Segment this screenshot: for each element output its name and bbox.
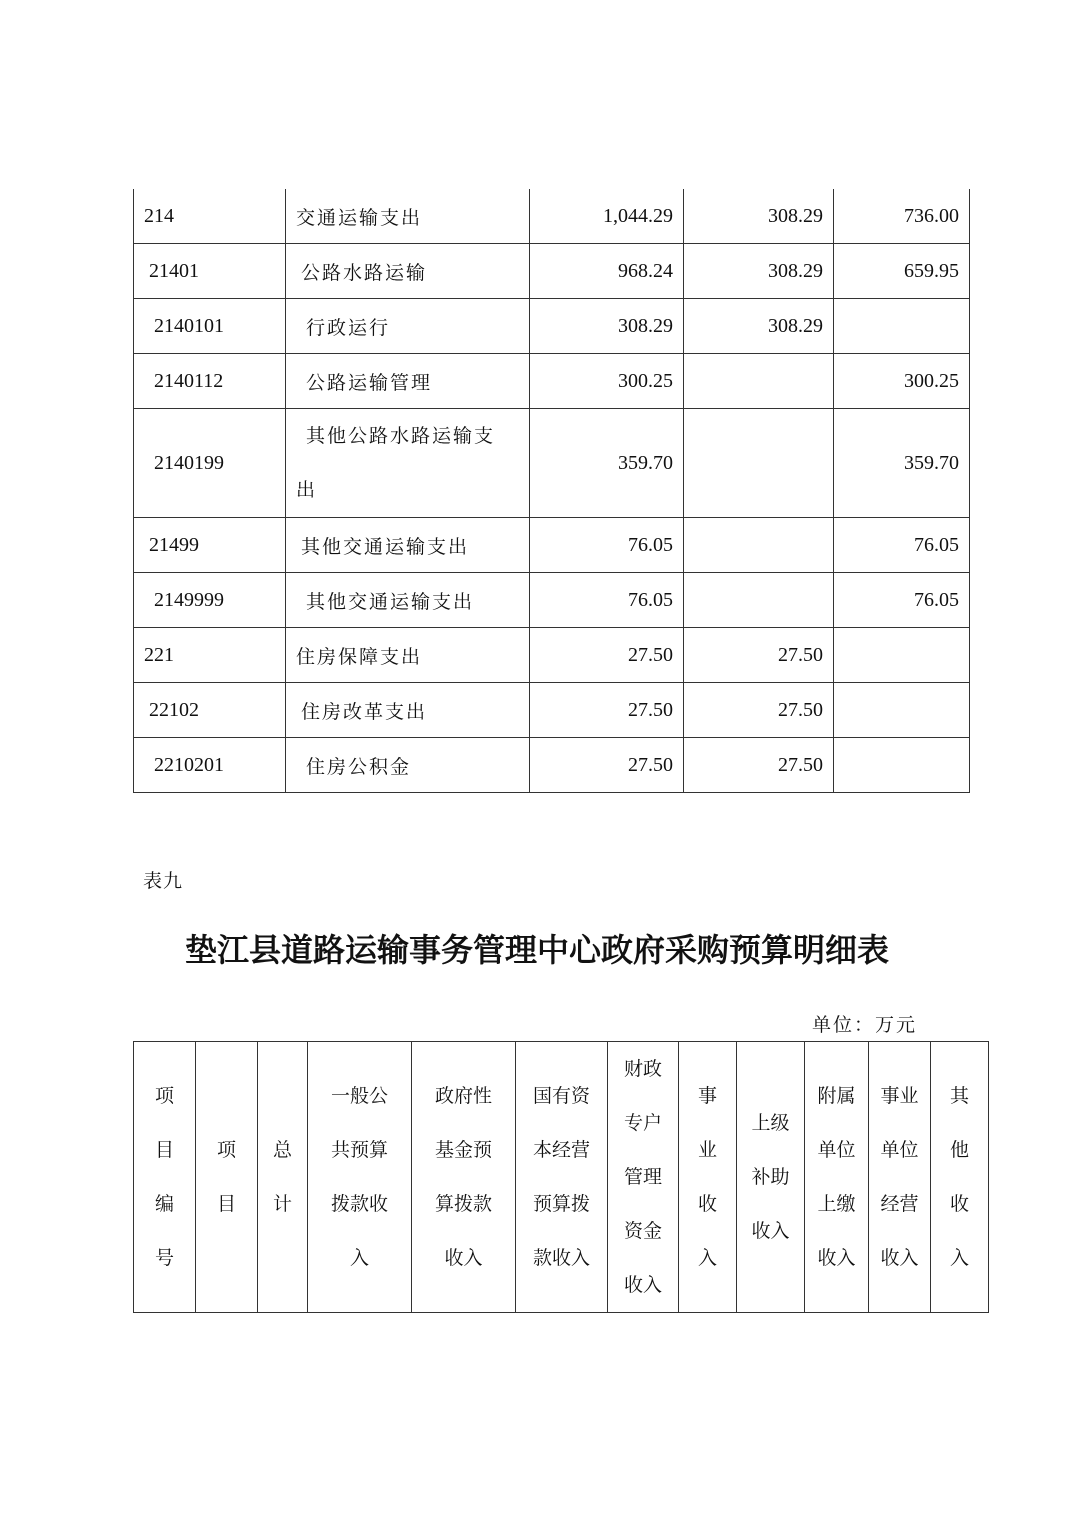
row-project xyxy=(834,299,970,354)
row-name: 住房公积金 xyxy=(286,738,530,793)
header-text-line: 编 xyxy=(154,1193,174,1215)
header-text-line: 其 xyxy=(949,1085,969,1107)
table-row xyxy=(134,628,970,683)
header-text-line: 事 xyxy=(697,1085,717,1107)
row-project xyxy=(834,683,970,738)
header-total xyxy=(258,1042,308,1313)
row-total: 1,044.29 xyxy=(530,189,684,244)
row-code: 22102 xyxy=(134,683,286,738)
row-code: 2149999 xyxy=(134,573,286,628)
row-basic: 308.29 xyxy=(684,244,834,299)
row-total: 300.25 xyxy=(530,354,684,409)
header-text-line: 资金 xyxy=(623,1220,662,1242)
header-text-line: 收入 xyxy=(751,1220,790,1242)
row-total: 359.70 xyxy=(530,409,684,518)
row-total: 76.05 xyxy=(530,573,684,628)
row-name-line2: 出 xyxy=(296,479,318,501)
row-project: 76.05 xyxy=(834,573,970,628)
row-project xyxy=(834,628,970,683)
header-text-line: 业 xyxy=(697,1139,717,1161)
header-text-line: 预算拨 xyxy=(532,1193,590,1215)
header-text-line: 入 xyxy=(949,1247,969,1269)
header-text-line: 目 xyxy=(216,1193,236,1215)
row-code: 2140101 xyxy=(134,299,286,354)
header-item-code xyxy=(134,1042,196,1313)
header-gov-fund xyxy=(412,1042,516,1313)
header-other-income xyxy=(931,1042,989,1313)
header-text-line: 项 xyxy=(154,1085,174,1107)
header-item xyxy=(196,1042,258,1313)
row-basic xyxy=(684,518,834,573)
row-project xyxy=(834,738,970,793)
row-project: 300.25 xyxy=(834,354,970,409)
unit-label: 单位：万元 xyxy=(812,1014,918,1036)
row-name: 住房保障支出 xyxy=(286,628,530,683)
row-code: 21499 xyxy=(134,518,286,573)
header-text-line: 收 xyxy=(697,1193,717,1215)
header-text-line: 基金预 xyxy=(434,1139,492,1161)
header-text-line: 收入 xyxy=(880,1247,919,1269)
row-project: 359.70 xyxy=(834,409,970,518)
header-text-line: 专户 xyxy=(623,1112,662,1134)
row-project: 76.05 xyxy=(834,518,970,573)
header-text-line: 本经营 xyxy=(532,1139,590,1161)
row-code: 2140199 xyxy=(134,409,286,518)
row-name-line1: 其他公路水路运输支 xyxy=(306,425,496,447)
row-name: 行政运行 xyxy=(286,299,530,354)
row-name xyxy=(286,409,530,518)
header-text-line: 补助 xyxy=(751,1166,790,1188)
header-text-line: 国有资 xyxy=(532,1085,590,1107)
header-text-line: 收入 xyxy=(623,1274,662,1296)
header-text-line: 他 xyxy=(949,1139,969,1161)
table-row xyxy=(134,518,970,573)
row-basic xyxy=(684,354,834,409)
row-basic: 27.50 xyxy=(684,628,834,683)
header-text-line: 管理 xyxy=(623,1166,662,1188)
table-row xyxy=(134,299,970,354)
header-text-line: 单位 xyxy=(880,1139,919,1161)
header-text-line: 收入 xyxy=(817,1247,856,1269)
header-text-line: 目 xyxy=(154,1139,174,1161)
row-total: 308.29 xyxy=(530,299,684,354)
header-text-line: 款收入 xyxy=(532,1247,590,1269)
header-business-operating xyxy=(869,1042,931,1313)
row-total: 27.50 xyxy=(530,738,684,793)
header-text-line: 总 xyxy=(272,1139,292,1161)
row-name: 其他交通运输支出 xyxy=(286,518,530,573)
header-state-capital xyxy=(516,1042,608,1313)
row-basic xyxy=(684,409,834,518)
table-number-label: 表九 xyxy=(143,870,184,892)
row-code: 221 xyxy=(134,628,286,683)
header-text-line: 单位 xyxy=(817,1139,856,1161)
header-special-account xyxy=(608,1042,679,1313)
table-row xyxy=(134,683,970,738)
row-total: 27.50 xyxy=(530,628,684,683)
table-row xyxy=(134,738,970,793)
table-header-row xyxy=(134,1042,989,1313)
row-code: 2140112 xyxy=(134,354,286,409)
procurement-table xyxy=(133,1041,989,1313)
header-text-line: 附属 xyxy=(817,1085,856,1107)
row-basic: 308.29 xyxy=(684,299,834,354)
table-row xyxy=(134,354,970,409)
row-project: 659.95 xyxy=(834,244,970,299)
header-text-line: 收 xyxy=(949,1193,969,1215)
table-row xyxy=(134,409,970,518)
header-text-line: 共预算 xyxy=(330,1139,388,1161)
row-code: 21401 xyxy=(134,244,286,299)
row-basic xyxy=(684,573,834,628)
header-text-line: 收入 xyxy=(444,1247,483,1269)
row-name: 交通运输支出 xyxy=(286,189,530,244)
table-row xyxy=(134,573,970,628)
header-text-line: 事业 xyxy=(880,1085,919,1107)
header-text-line: 计 xyxy=(272,1193,292,1215)
row-name: 其他交通运输支出 xyxy=(286,573,530,628)
header-text-line: 上缴 xyxy=(817,1193,856,1215)
row-name: 住房改革支出 xyxy=(286,683,530,738)
table-row xyxy=(134,244,970,299)
header-text-line: 项 xyxy=(216,1139,236,1161)
row-code: 214 xyxy=(134,189,286,244)
header-text-line: 政府性 xyxy=(434,1085,492,1107)
budget-table xyxy=(133,189,970,793)
header-text-line: 一般公 xyxy=(330,1085,388,1107)
header-text-line: 算拨款 xyxy=(434,1193,492,1215)
row-total: 968.24 xyxy=(530,244,684,299)
row-basic: 27.50 xyxy=(684,738,834,793)
row-total: 76.05 xyxy=(530,518,684,573)
header-affiliate-remit xyxy=(805,1042,869,1313)
header-text-line: 入 xyxy=(697,1247,717,1269)
header-general-budget xyxy=(308,1042,412,1313)
header-business-income xyxy=(679,1042,737,1313)
row-code: 2210201 xyxy=(134,738,286,793)
header-text-line: 上级 xyxy=(751,1112,790,1134)
row-project: 736.00 xyxy=(834,189,970,244)
header-text-line: 经营 xyxy=(880,1193,919,1215)
table-row xyxy=(134,189,970,244)
row-name: 公路水路运输 xyxy=(286,244,530,299)
row-basic: 27.50 xyxy=(684,683,834,738)
header-text-line: 财政 xyxy=(623,1058,662,1080)
header-text-line: 拨款收 xyxy=(330,1193,388,1215)
header-text-line: 号 xyxy=(154,1247,174,1269)
header-text-line: 入 xyxy=(349,1247,369,1269)
row-basic: 308.29 xyxy=(684,189,834,244)
row-total: 27.50 xyxy=(530,683,684,738)
header-superior-subsidy xyxy=(737,1042,805,1313)
row-name: 公路运输管理 xyxy=(286,354,530,409)
document-title: 垫江县道路运输事务管理中心政府采购预算明细表 xyxy=(184,931,889,969)
